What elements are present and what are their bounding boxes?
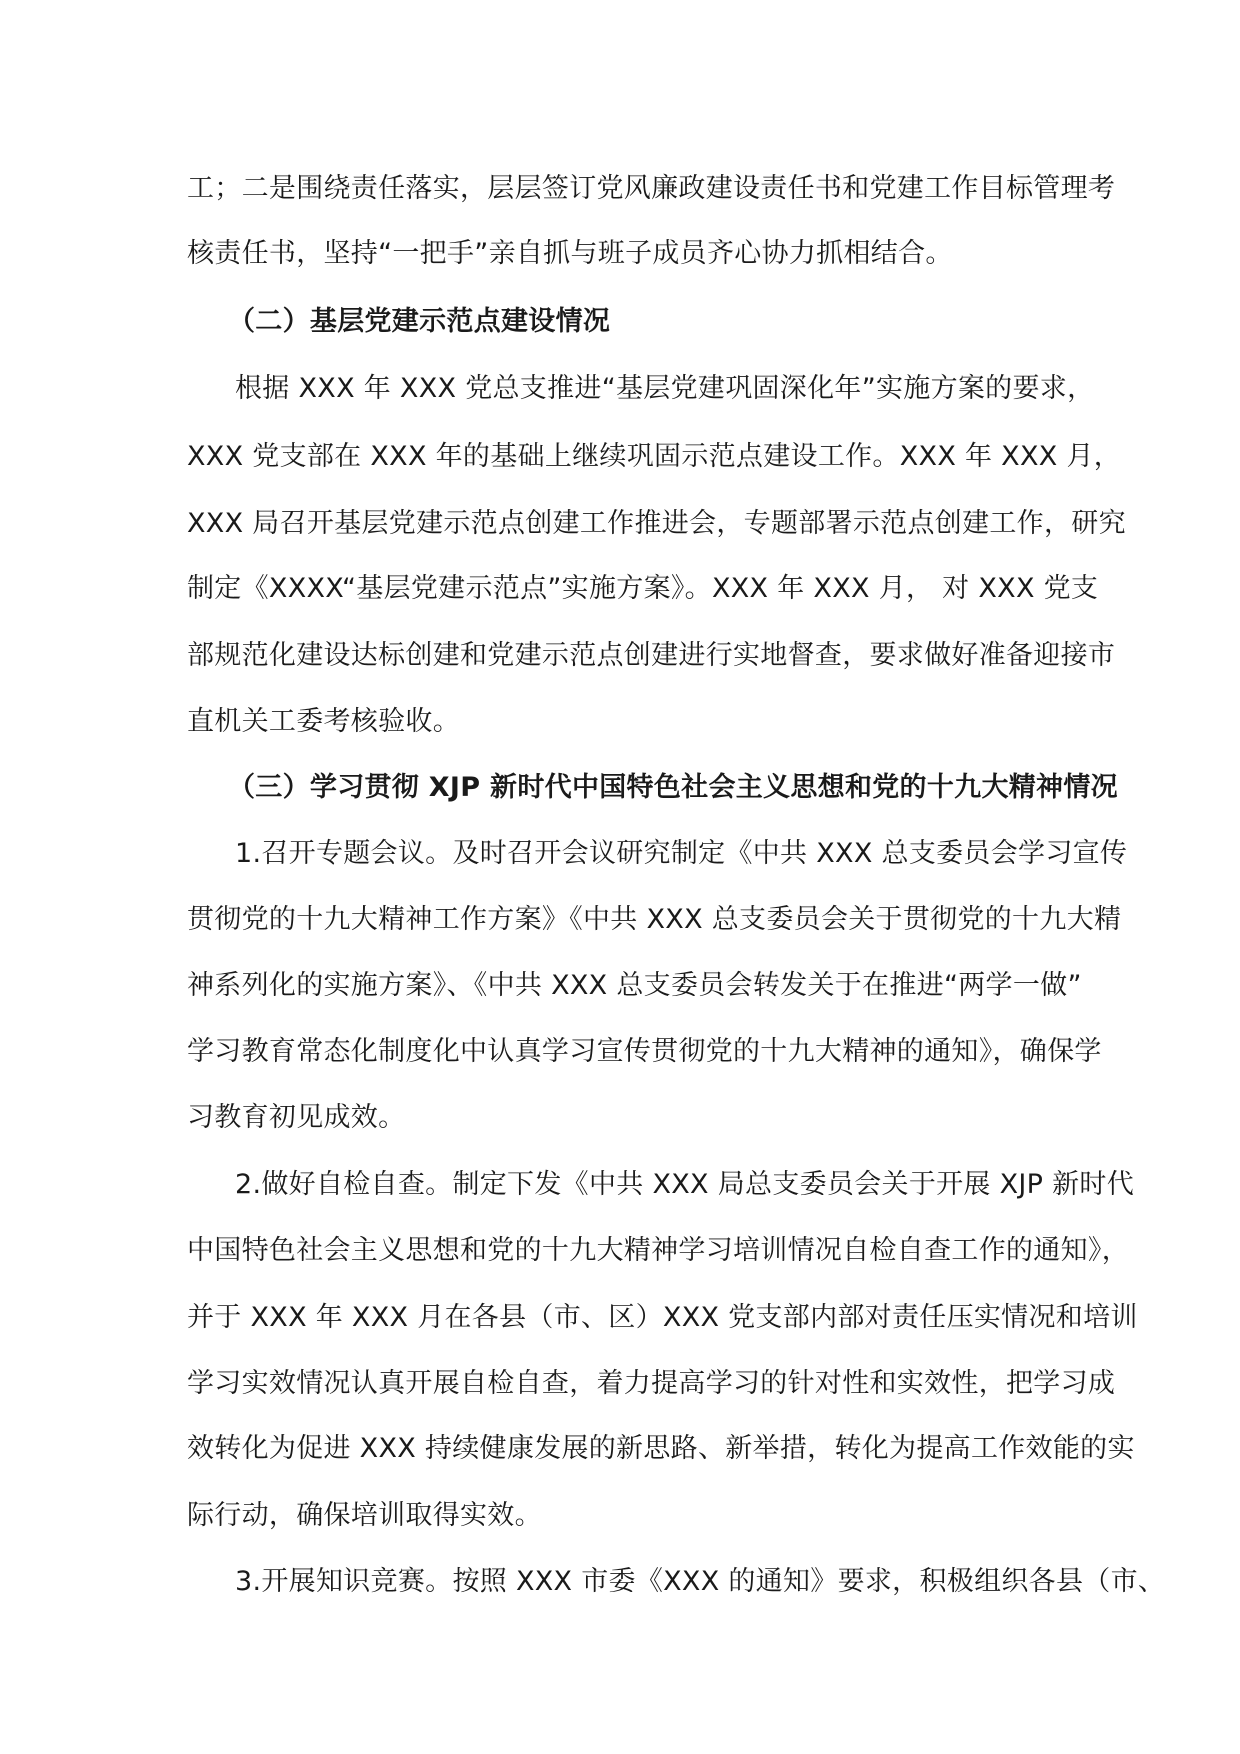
- text-line: 根据 XXX 年 XXX 党总支推进“基层党建巩固深化年”实施方案的要求，: [235, 373, 1095, 404]
- text-line: 神系列化的实施方案》、《中共 XXX 总支委员会转发关于在推进“两学一做”: [187, 970, 1082, 1001]
- text-line: 直机关工委考核验收。: [187, 706, 460, 737]
- section-heading: （三）学习贯彻 XJP 新时代中国特色社会主义思想和党的十九大精神情况: [228, 772, 1118, 803]
- text-line: XXX 局召开基层党建示范点创建工作推进会，专题部署示范点创建工作，研究: [187, 508, 1126, 539]
- text-line: 贯彻党的十九大精神工作方案》《中共 XXX 总支委员会关于贯彻党的十九大精: [187, 904, 1122, 935]
- text-line: 核责任书，坚持“一把手”亲自抓与班子成员齐心协力抓相结合。: [187, 238, 953, 269]
- text-line: 际行动，确保培训取得实效。: [187, 1500, 542, 1531]
- text-line: 工；二是围绕责任落实，层层签订党风廉政建设责任书和党建工作目标管理考: [187, 173, 1116, 204]
- section-heading: （二）基层党建示范点建设情况: [228, 306, 611, 337]
- text-line: 制定《XXXX“基层党建示范点”实施方案》。XXX 年 XXX 月， 对 XXX 党支: [187, 573, 1099, 604]
- text-line: XXX 党支部在 XXX 年的基础上继续巩固示范点建设工作。XXX 年 XXX 月，: [187, 441, 1122, 472]
- text-line: 1.召开专题会议。及时召开会议研究制定《中共 XXX 总支委员会学习宣传: [235, 838, 1128, 869]
- text-line: 并于 XXX 年 XXX 月在各县（市、区）XXX 党支部内部对责任压实情况和培训: [187, 1302, 1138, 1333]
- text-line: 习教育初见成效。: [187, 1102, 406, 1133]
- text-line: 效转化为促进 XXX 持续健康发展的新思路、新举措，转化为提高工作效能的实: [187, 1433, 1135, 1464]
- text-line: 2.做好自检自查。制定下发《中共 XXX 局总支委员会关于开展 XJP 新时代: [235, 1169, 1135, 1200]
- text-line: 中国特色社会主义思想和党的十九大精神学习培训情况自检自查工作的通知》，: [187, 1235, 1129, 1266]
- text-line: 学习教育常态化制度化中认真学习宣传贯彻党的十九大精神的通知》，确保学: [187, 1036, 1102, 1067]
- text-line: 3.开展知识竞赛。按照 XXX 市委《XXX 的通知》要求，积极组织各县（市、: [235, 1566, 1166, 1597]
- text-line: 学习实效情况认真开展自检自查，着力提高学习的针对性和实效性，把学习成: [187, 1368, 1116, 1399]
- text-line: 部规范化建设达标创建和党建示范点创建进行实地督查，要求做好准备迎接市: [187, 640, 1116, 671]
